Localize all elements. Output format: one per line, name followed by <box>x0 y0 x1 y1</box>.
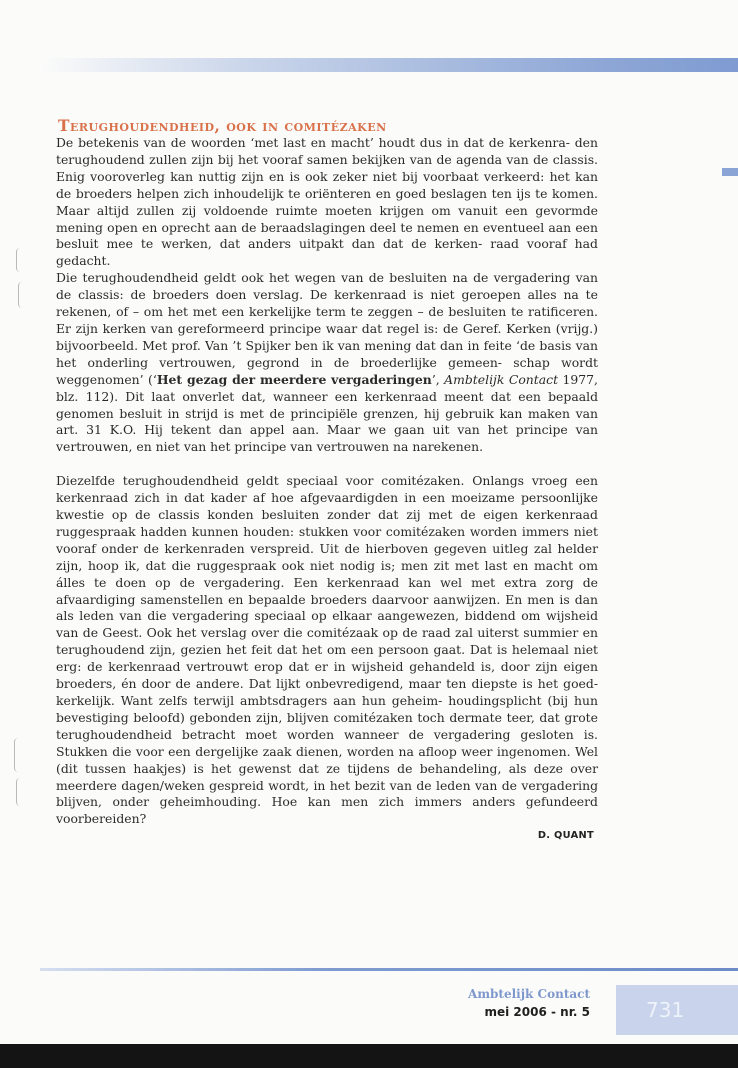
paragraph-3: Diezelfde terughoudendheid geldt speciaal voor comitézaken. Onlangs vroeg een kerkenraad zich in dat kader af hoe afgevaardigden in een moeizame persoonlijke kwestie op de classis konden besluiten zonder dat zij met de eigen kerkenraad ruggespraak hadden kunnen houden: stukken voor comitézaken worden immers niet vooraf onder de kerkenraden verspreid. Uit de hierboven gegeven uitleg zal helder zijn, hoop ik, dat die ruggespraak ook niet nodig is; men zit met last en macht om álles te doen op de vergadering. Een kerkenraad kan wel met extra zorg de afvaardiging samenstellen en bepaalde broeders daarvoor aanwijzen. En men is dan als leden van die vergadering speciaal op elkaar aangewezen, biddend om wijsheid van de Geest. Ook het verslag over die comitézaak op de raad zal uiterst summier en terughoudend zijn, gezien het feit dat het om een persoon gaat. Dat is helemaal niet erg: de kerkenraad vertrouwt erop dat er in wijsheid gehandeld is, door zijn eigen broeders, én door de andere. Dat lijkt onbevredigend, maar ten diepste is het goed-kerkelijk. Want zelfs terwijl ambtsdragers aan hun geheim- houdingsplicht (bij hun bevestiging beloofd) gebonden zijn, blijven comitézaken toch dermate teer, dat grote terughoudendheid betracht moet worden wanneer de vergadering gesloten is. Stukken die voor een dergelijke zaak dienen, worden na afloop weer ingenomen. Wel (dit tussen haakjes) is het gewenst dat ze tijdens de behandeling, als deze over meerdere dagen/weken gespreid wordt, in het bezit van de leden van de vergadering blijven, onder geheimhouding. Hoe kan men zich immers anders gefundeerd voorbereiden? <box>56 473 598 827</box>
page-number: 731 <box>646 998 685 1022</box>
paragraph-2-text-end: 1977, blz. 112). Dit laat onverlet dat, wanneer een kerkenraad meent dat een bepaald genomen besluit in strijd is met de principiële grenzen, hij gebruik kan maken van art. 31 K.O. Hij tekent dan appel aan. Maar we gaan uit van het principe van vertrouwen, en niet van het principe van vertrouwen na narekenen. <box>56 371 598 455</box>
scan-bracket-mark <box>18 282 25 308</box>
paragraph-2-text-mid: ’, <box>431 371 445 387</box>
article-heading: Terughoudendheid, ook in comitézaken <box>58 117 387 135</box>
scan-bracket-mark <box>16 248 23 272</box>
cited-journal-title: Ambtelijk Contact <box>444 371 559 387</box>
footer <box>468 985 590 1021</box>
scan-bottom-edge <box>0 1044 738 1068</box>
footer-journal-name: Ambtelijk Contact <box>468 987 590 1001</box>
top-color-band <box>40 58 738 72</box>
article <box>56 118 598 841</box>
paragraph-gap <box>56 456 598 473</box>
author-signature: D. QUANT <box>537 830 594 842</box>
footer-issue: mei 2006 - nr. 5 <box>484 1005 590 1019</box>
paragraph-2-text-start: Die terughoudendheid geldt ook het wegen van de besluiten na de vergadering van de classis: de broeders doen verslag. De kerkenraad is niet geroepen alles na te rekenen, of – om het met een kerkelijke term te zeggen – de besluiten te ratificeren. Er zijn kerken van gereformeerd principe waar dat regel is: de Geref. Kerken (vrijg.) bijvoorbeeld. Met prof. Van ’t Spijker ben ik van mening dat dan in feite ‘de basis van het onderling vertrouwen, gegrond in de broederlijke gemeen- schap wordt weggenomen’ (‘ <box>56 270 598 387</box>
scan-bracket-mark <box>14 738 21 772</box>
footer-rule <box>40 968 738 971</box>
margin-tab-marker <box>722 168 738 176</box>
cited-article-title: Het gezag der meerdere vergaderingen <box>156 371 432 387</box>
scan-bracket-mark <box>16 778 23 806</box>
paragraph-2 <box>56 270 598 456</box>
paragraph-1: De betekenis van de woorden ‘met last en macht’ houdt dus in dat de kerkenra- den terughoudend zullen zijn bij het vooraf samen bekijken van de agenda van de classis. Enig vooroverleg kan nuttig zijn en is ook zeker niet bij voorbaat verkeerd: het kan de broeders helpen zich inhoudelijk te oriënteren en goed beslagen ten ijs te komen. Maar altijd zullen zij voldoende ruimte moeten krijgen om vanuit een gevormde mening open en oprecht aan de beraadslagingen deel te nemen en eventueel aan een besluit mee te werken, dat anders uitpakt dan dat de kerken- raad vooraf had gedacht. <box>56 135 598 269</box>
